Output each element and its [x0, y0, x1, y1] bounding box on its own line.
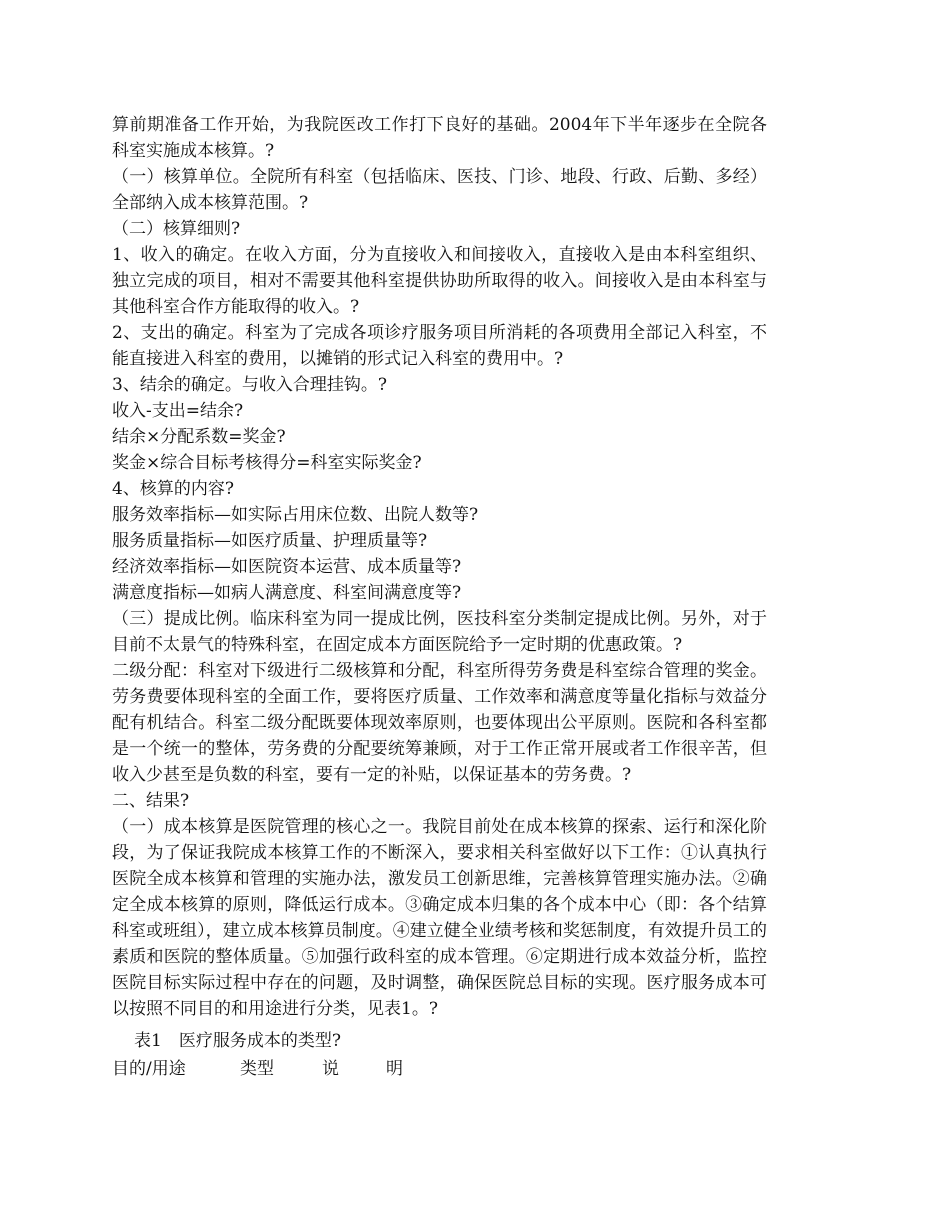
- paragraph-surplus: 3、结余的确定。与收入合理挂钩。?: [112, 375, 387, 395]
- paragraph-commission-ratio: （三）提成比例。临床科室为同一提成比例，医技科室分类制定提成比例。另外，对于目前不太景气的特殊科室，在固定成本方面医院给予一定时期的优惠政策。?: [112, 609, 767, 655]
- section-heading-results: 二、结果?: [112, 791, 190, 811]
- table-header-row: [112, 1056, 767, 1082]
- indicator-satisfaction: 满意度指标—如病人满意度、科室间满意度等?: [112, 583, 462, 603]
- indicator-service-quality: 服务质量指标—如医疗质量、护理质量等?: [112, 531, 428, 551]
- document-page: [112, 112, 767, 1082]
- paragraph-expense: 2、支出的确定。科室为了完成各项诊疗服务项目所消耗的各项费用全部记入科室，不能直接进入科室的费用，以摊销的形式记入科室的费用中。?: [112, 323, 767, 369]
- table-header-desc-1: 说: [322, 1059, 339, 1079]
- table-header-desc-2: 明: [386, 1059, 403, 1079]
- paragraph-accounting-unit: （一）核算单位。全院所有科室（包括临床、医技、门诊、地段、行政、后勤、多经）全部纳入成本核算范围。?: [112, 167, 767, 213]
- indicator-service-efficiency: 服务效率指标—如实际占用床位数、出院人数等?: [112, 505, 479, 525]
- formula-surplus: 收入-支出=结余?: [112, 401, 244, 421]
- paragraph-results-body: （一）成本核算是医院管理的核心之一。我院目前处在成本核算的探索、运行和深化阶段，为了保证我院成本核算工作的不断深入，要求相关科室做好以下工作：①认真执行医院全成本核算和管理的实施办法，激发员工创新思维，完善核算管理实施办法。②确定全成本核算的原则，降低运行成本。③确定成本归集的各个成本中心（即：各个结算科室或班组），建立成本核算员制度。④建立健全业绩考核和奖惩制度，有效提升员工的素质和医院的整体质量。⑤加强行政科室的成本管理。⑥定期进行成本效益分析，监控医院目标实际过程中存在的问题，及时调整，确保医院总目标的实现。医疗服务成本可以按照不同目的和用途进行分类，见表1。?: [112, 817, 767, 1019]
- formula-bonus: 结余×分配系数=奖金?: [112, 427, 286, 447]
- paragraph-income: 1、收入的确定。在收入方面，分为直接收入和间接收入，直接收入是由本科室组织、独立完成的项目，相对不需要其他科室提供协助所取得的收入。间接收入是由本科室与其他科室合作方能取得的收入。?: [112, 245, 767, 317]
- paragraph-intro: 算前期准备工作开始，为我院医改工作打下良好的基础。2004年下半年逐步在全院各科室实施成本核算。?: [112, 115, 767, 161]
- formula-actual-bonus: 奖金×综合目标考核得分=科室实际奖金?: [112, 453, 422, 473]
- paragraph-secondary-distribution: 二级分配：科室对下级进行二级核算和分配，科室所得劳务费是科室综合管理的奖金。劳务费要体现科室的全面工作，要将医疗质量、工作效率和满意度等量化指标与效益分配有机结合。科室二级分配既要体现效率原则，也要体现出公平原则。医院和各科室都是一个统一的整体，劳务费的分配要统筹兼顾，对于工作正常开展或者工作很辛苦，但收入少甚至是负数的科室，要有一定的补贴，以保证基本的劳务费。?: [112, 661, 767, 785]
- paragraph-content-heading: 4、核算的内容?: [112, 479, 234, 499]
- table-header-type: 类型: [240, 1059, 274, 1079]
- table-header-purpose: 目的/用途: [112, 1059, 186, 1079]
- table-caption: 表1 医疗服务成本的类型?: [134, 1031, 341, 1051]
- paragraph-rules-heading: （二）核算细则?: [112, 219, 241, 239]
- indicator-economic-efficiency: 经济效率指标—如医院资本运营、成本质量等?: [112, 557, 462, 577]
